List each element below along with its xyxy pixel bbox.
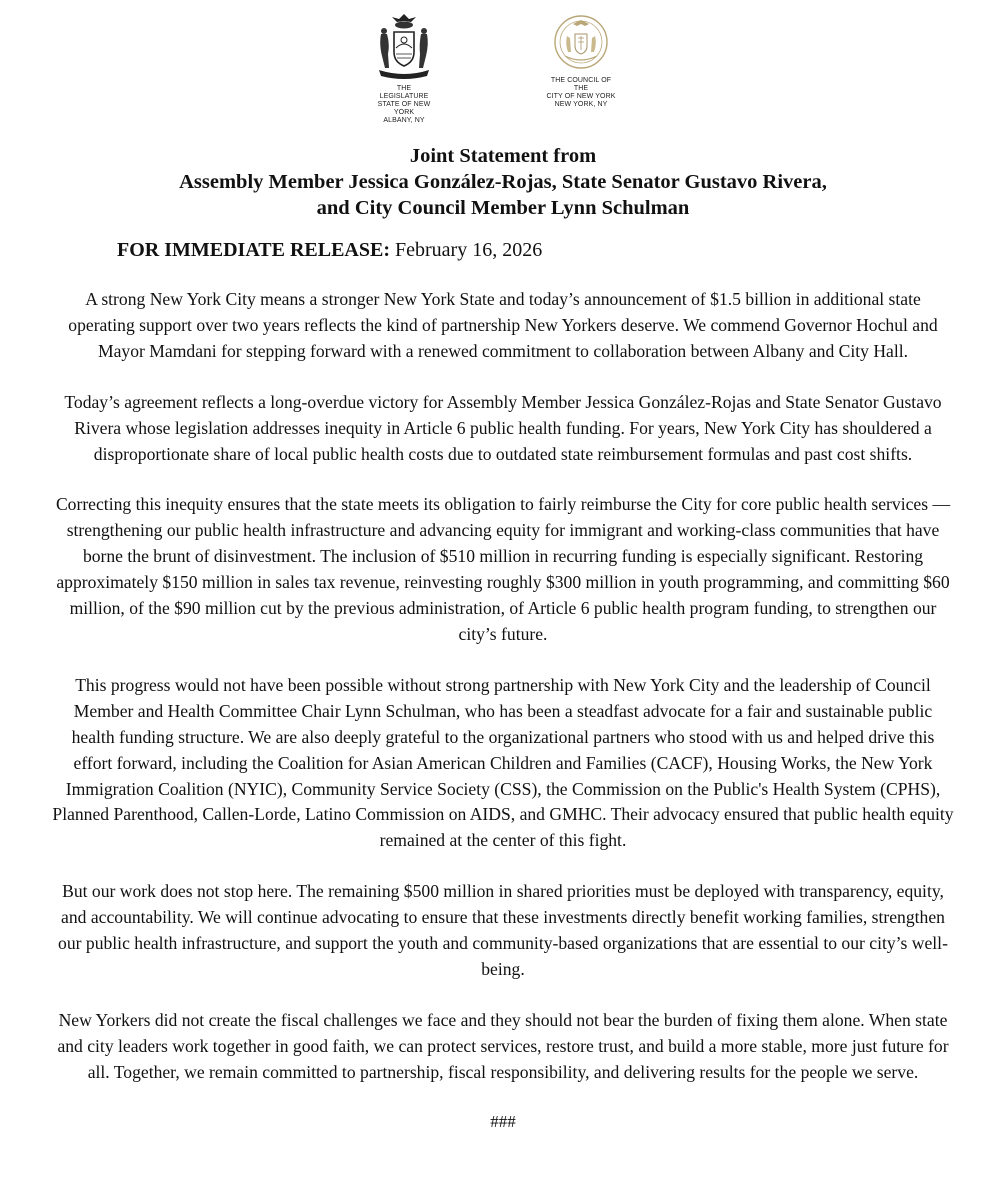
city-council-caption: THE COUNCIL OF THE CITY OF NEW YORK NEW YORK, NY xyxy=(546,77,616,108)
release-date: February 16, 2026 xyxy=(390,239,543,261)
end-mark: ### xyxy=(490,1111,516,1131)
paragraph-2: Today’s agreement reflects a long-overdue victory for Assembly Member Jessica González-Rojas and State Senator Gustavo Rivera whose legislation addresses inequity in Article 6 public health funding. For years, New York City has shouldered a disproportionate share of local public health costs due to outdated state reimbursement formulas and past cost shifts. xyxy=(64,391,942,464)
paragraph-6: New Yorkers did not create the fiscal challenges we face and they should not bear the burden of fixing them alone. When state and city leaders work together in good faith, we can protect services, restore trust, and build a more stable, more just future for all. Together, we remain committed to partnership, fiscal responsibility, and delivering results for the people we serve. xyxy=(57,1009,949,1082)
title-line-2: Assembly Member Jessica González-Rojas, State Senator Gustavo Rivera, xyxy=(179,171,827,193)
paragraph-3: Correcting this inequity ensures that the state meets its obligation to fairly reimburse the City for core public health services — strengthening our public health infrastructure and advancing equity for immigrant and working-class communities that have borne the brunt of disinvestment. The inclusion of $510 million in recurring funding is especially significant. Restoring approximately $150 million in sales tax revenue, reinvesting roughly $300 million in youth programming, and committing $60 million, of the $90 million cut by the previous administration, of Article 6 public health program funding, to strengthen our city’s future. xyxy=(55,494,951,644)
title-line-3: and City Council Member Lynn Schulman xyxy=(316,197,690,219)
legislature-letterhead xyxy=(372,12,436,125)
paragraph-4: This progress would not have been possible without strong partnership with New York City and the leadership of Council Member and Health Committee Chair Lynn Schulman, who has been a steadfast advocate for a fair and sustainable public health funding structure. We are also deeply grateful to the organizational partners who stood with us and helped drive this effort forward, including the Coalition for Asian American Children and Families (CACF), Housing Works, the New York Immigration Coalition (NYIC), Community Service Society (CSS), the Commission on the Public's Health System (CPHS), Planned Parenthood, Callen-Lorde, Latino Commission on AIDS, and GMHC. Their advocacy ensured that public health equity remained at the center of this fight. xyxy=(52,674,954,851)
new-york-city-council-seal-icon xyxy=(553,12,609,74)
paragraph-1: A strong New York City means a stronger New York State and today’s announcement of $1.5 billion in additional state operating support over two years reflects the kind of partnership New Yorkers deserve. We commend Governor Hochul and Mayor Mamdani for stepping forward with a renewed commitment to collaboration between Albany and City Hall. xyxy=(68,289,938,361)
city-council-letterhead xyxy=(545,12,617,109)
new-york-state-seal-icon xyxy=(375,12,433,82)
release-label: FOR IMMEDIATE RELEASE: xyxy=(117,239,390,261)
release-line xyxy=(117,237,542,263)
legislature-caption: THE LEGISLATURE STATE OF NEW YORK ALBANY, NY xyxy=(377,85,431,124)
paragraph-5: But our work does not stop here. The remaining $500 million in shared priorities must be deployed with transparency, equity, and accountability. We will continue advocating to ensure that these investments directly benefit working families, strengthen our public health infrastructure, and support the youth and community-based organizations that are essential to our city’s well-being. xyxy=(58,881,948,979)
title-line-1: Joint Statement from xyxy=(409,145,597,167)
statement-body xyxy=(52,287,954,1134)
statement-title xyxy=(0,143,1006,221)
